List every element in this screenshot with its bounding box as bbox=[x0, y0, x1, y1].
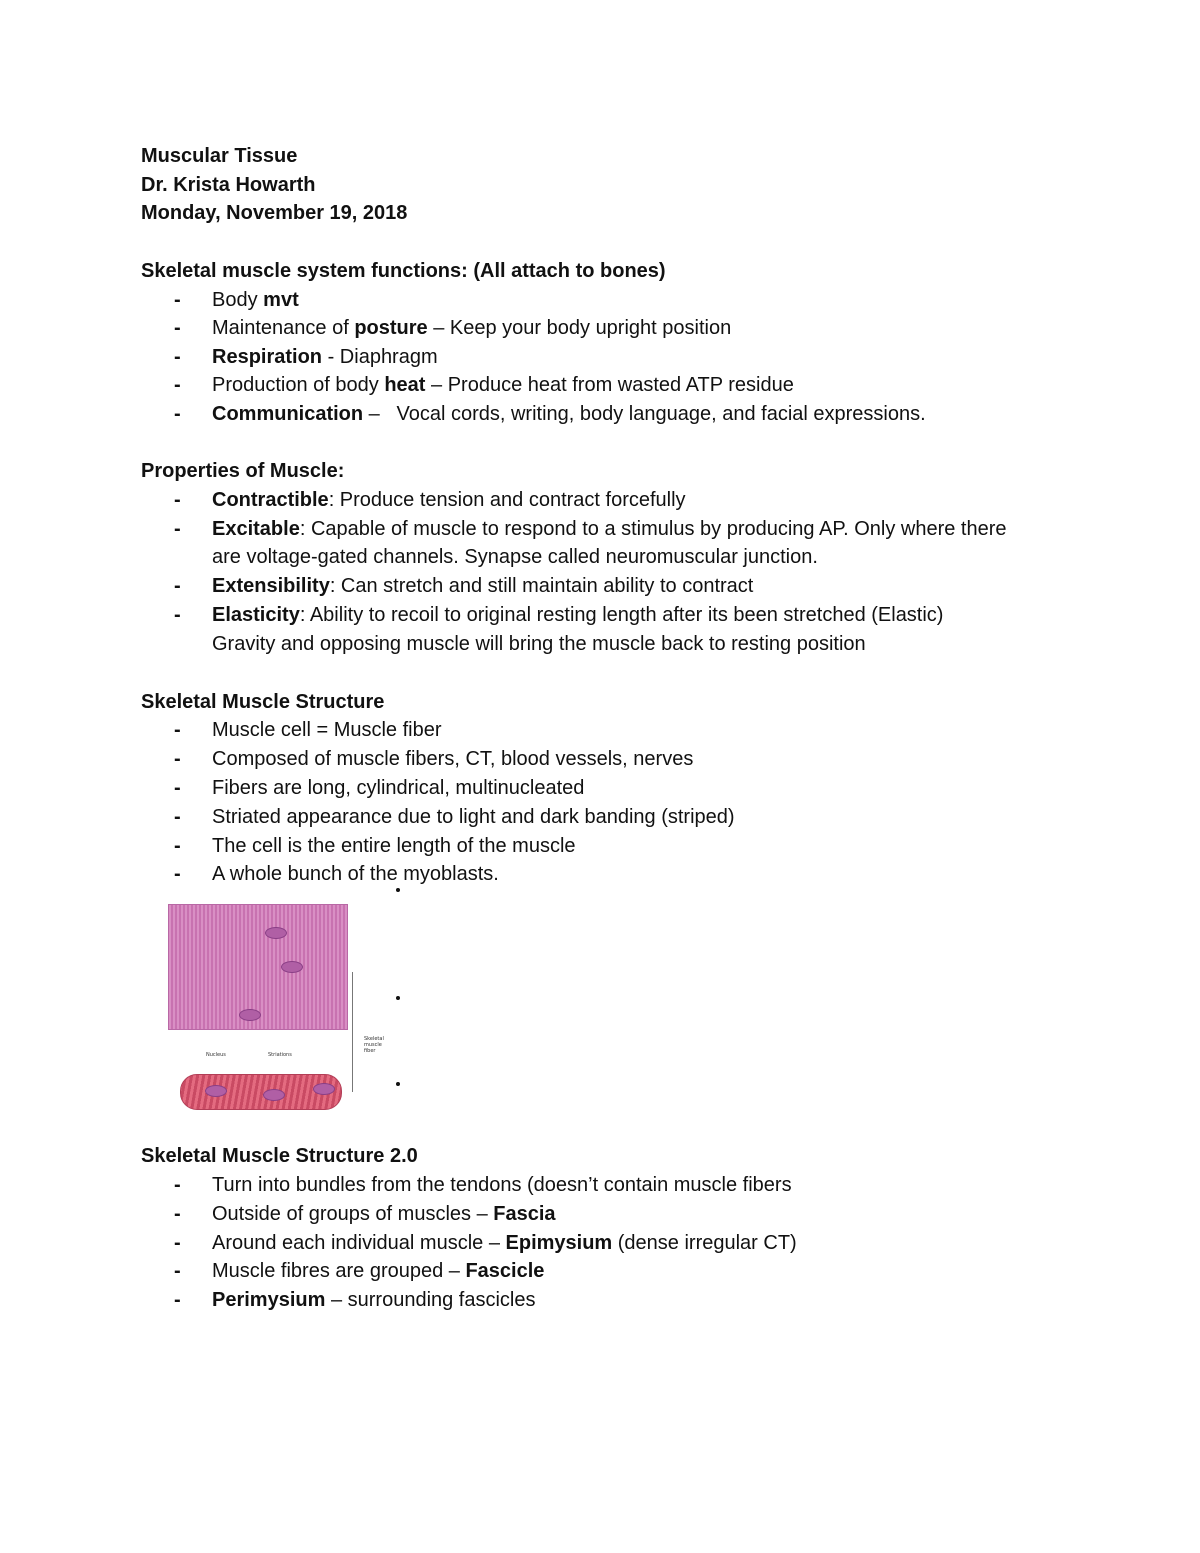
bullet-dot bbox=[396, 1082, 400, 1086]
nucleus-shape bbox=[205, 1085, 227, 1097]
document-page: Muscular Tissue Dr. Krista Howarth Monday, November 19, 2018 Skeletal muscle system functions: (All attach to bones) - Body mvt - Maintenance of posture – Keep your body upright position - Respiration - Diaphragm - Production of body heat – Produce heat from wasted ATP residue - Communication – Vocal cords, writing, body language, and facial expressions. Properties of Muscle: - Contractible: Produce tension and contract forcefully - Excitable: Capable of muscle to respond to a stimulus by producing AP. Only where there are voltage-gated channels. Synapse called neuromuscular junction. - Extensibility: Can stretch and still maintain ability to contract - Elasticity: Ability to recoil to original resting length after its been stretched (Elastic) Gravity and opposing muscle will bring the muscle back to resting position Skeletal Muscle Structure - Muscle cell = Muscle fiber - Composed of muscle fibers, CT, blood vessels, nerves - Fibers are long, cylindrical, multinucleated - Striated appearance due to light and dark banding (striped) - The cell is the entire length of the muscle - A whole bunch of the myoblasts. Nucleus Striations Skeletal muscle fiber Skeletal Muscle Structure 2.0 - Turn into bundles from the tendons (doesn’t contain muscle fibers - Outside of groups of muscles – Fascia - Around each individual muscle – Epimysium (dense irregular CT) - Muscle fibres are grouped – Fascicle - Perimysium – surrounding fascicles bbox=[0, 0, 1200, 1553]
list-item-continuation: Gravity and opposing muscle will bring the muscle back to resting position bbox=[212, 633, 866, 655]
figure-label-striations: Striations bbox=[268, 1052, 292, 1058]
nucleus-shape bbox=[281, 961, 303, 973]
document-date: Monday, November 19, 2018 bbox=[141, 202, 408, 224]
muscle-fiber-figure bbox=[166, 902, 396, 1114]
fiber-illustration bbox=[180, 1074, 342, 1110]
figure-label-nucleus: Nucleus bbox=[206, 1052, 226, 1058]
nucleus-shape bbox=[239, 1009, 261, 1021]
figure-label-fiber: Skeletal muscle fiber bbox=[364, 1036, 384, 1054]
section-heading-functions: Skeletal muscle system functions: (All attach to bones) bbox=[141, 260, 666, 282]
list-item-continuation: are voltage-gated channels. Synapse called neuromuscular junction. bbox=[212, 546, 818, 568]
bullet-dot bbox=[396, 996, 400, 1000]
document-title: Muscular Tissue bbox=[141, 145, 298, 167]
nucleus-shape bbox=[313, 1083, 335, 1095]
document-author: Dr. Krista Howarth bbox=[141, 174, 316, 196]
micrograph-image bbox=[168, 904, 348, 1030]
section-heading-properties: Properties of Muscle: bbox=[141, 460, 345, 482]
figure-bracket bbox=[352, 972, 359, 1092]
section-heading-structure-2: Skeletal Muscle Structure 2.0 bbox=[141, 1145, 418, 1167]
nucleus-shape bbox=[265, 927, 287, 939]
section-heading-structure: Skeletal Muscle Structure bbox=[141, 691, 385, 713]
nucleus-shape bbox=[263, 1089, 285, 1101]
bullet-dot bbox=[396, 888, 400, 892]
